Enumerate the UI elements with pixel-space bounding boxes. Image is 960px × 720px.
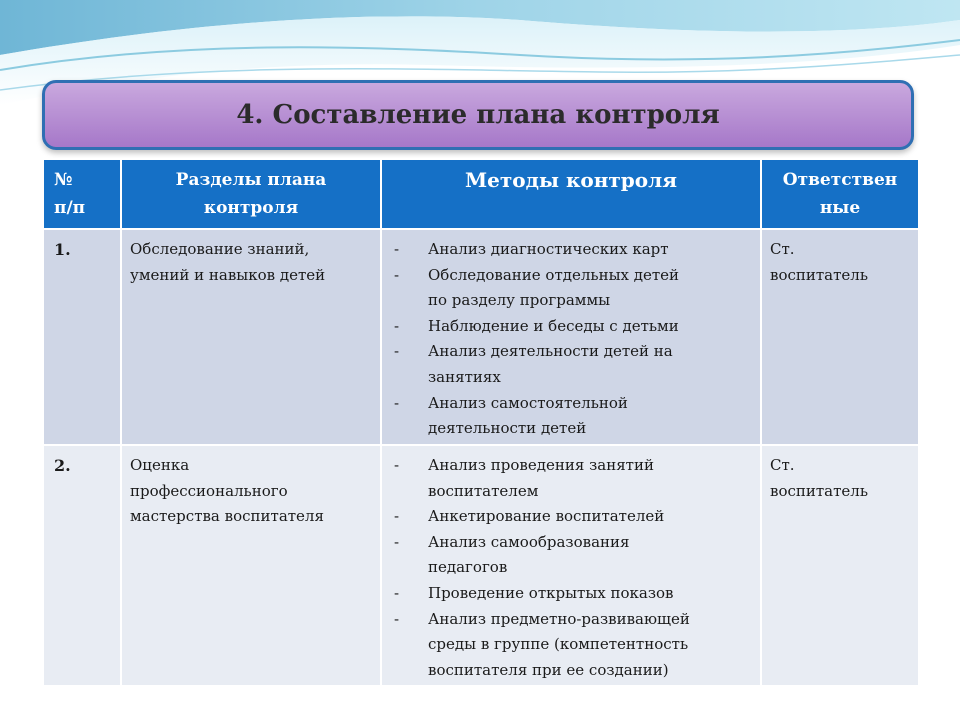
header-responsible — [761, 159, 919, 229]
section-cell — [121, 445, 381, 686]
table-row — [43, 229, 919, 445]
responsible-line: Ст. — [770, 456, 795, 474]
header-sections-line: контроля — [203, 198, 299, 218]
responsible-cell — [761, 445, 919, 686]
header-methods — [381, 159, 761, 229]
method-item: - Анализ деятельности детей на занятиях — [390, 339, 752, 390]
header-sections-line: Разделы плана — [175, 170, 327, 190]
responsible-line: воспитатель — [770, 265, 868, 284]
header-responsible-line: ные — [819, 198, 861, 218]
methods-cell — [381, 445, 761, 686]
title-banner — [42, 80, 914, 150]
method-item: - Анкетирование воспитателей — [390, 504, 752, 530]
responsible-cell — [761, 229, 919, 445]
methods-cell — [381, 229, 761, 445]
header-responsible-line: Ответствен — [782, 170, 898, 190]
method-item: - Анализ самостоятельной деятельности детей — [390, 391, 752, 442]
method-item: - Анализ предметно-развивающей среды в группе (компетентность воспитателя при ее создании) — [390, 607, 752, 684]
section-line: Оценка — [130, 456, 190, 474]
section-line: профессионального — [130, 481, 288, 500]
header-num-line: № — [54, 170, 73, 190]
method-item: - Анализ проведения занятий воспитателем — [390, 453, 752, 504]
row-number: 2. — [43, 445, 121, 686]
method-item: - Анализ самообразования педагогов — [390, 530, 752, 581]
method-item: - Анализ диагностических карт — [390, 237, 752, 263]
section-line: мастерства воспитателя — [130, 507, 324, 526]
section-line: Обследование знаний, — [130, 240, 310, 258]
methods-list — [390, 453, 752, 683]
header-num — [43, 159, 121, 229]
methods-list — [390, 237, 752, 442]
method-item: - Проведение открытых показов — [390, 581, 752, 607]
responsible-line: воспитатель — [770, 481, 868, 500]
method-item: - Обследование отдельных детей по разделу программы — [390, 263, 752, 314]
responsible-line: Ст. — [770, 240, 795, 258]
header-sections — [121, 159, 381, 229]
table-row — [43, 445, 919, 686]
row-number: 1. — [43, 229, 121, 445]
slide-title: 4. Составление плана контроля — [236, 100, 720, 130]
header-num-line: п/п — [54, 198, 86, 218]
table-header-row — [43, 159, 919, 229]
section-cell — [121, 229, 381, 445]
header-methods-line: Методы контроля — [465, 168, 677, 192]
section-line: умений и навыков детей — [130, 265, 326, 284]
control-plan-table — [42, 158, 920, 687]
method-item: - Наблюдение и беседы с детьми — [390, 314, 752, 340]
